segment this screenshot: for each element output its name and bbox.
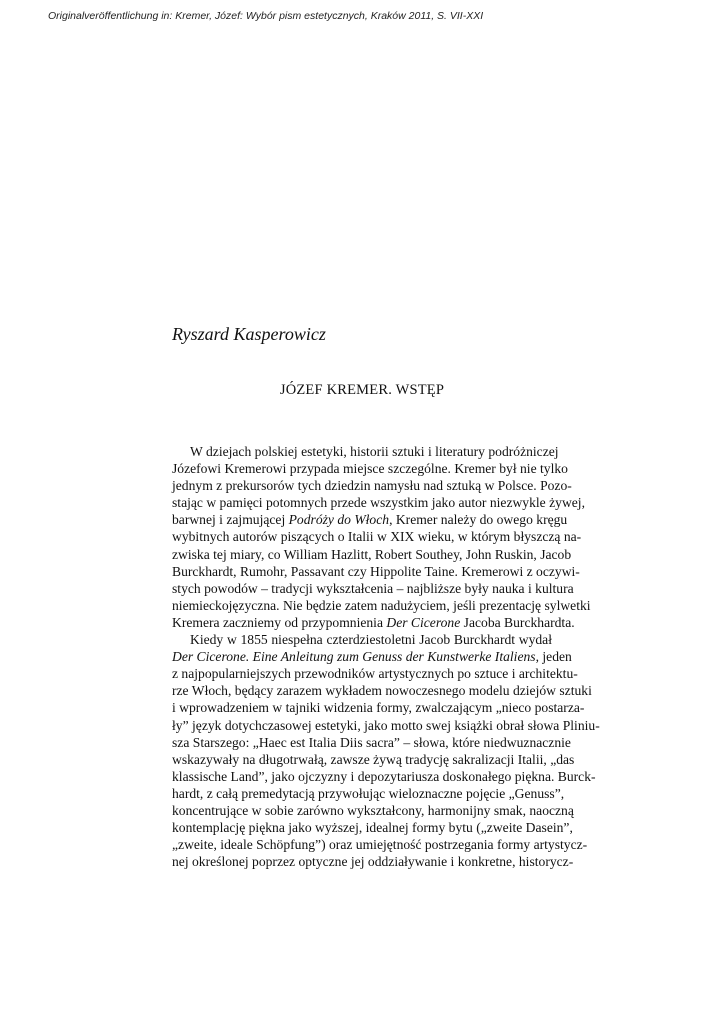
text-line: ły” język dotychczasowej estetyki, jako motto swej książki obrał słowa Pliniu- — [172, 717, 600, 733]
article-body — [172, 443, 600, 870]
text-line: hardt, z całą premedytacją przywołując wieloznaczne pojęcie „Genuss”, — [172, 785, 565, 801]
text-segment: , Kremer należy do owego kręgu — [389, 512, 568, 528]
text-line: wybitnych autorów piszących o Italii w XIX wieku, w którym błyszczą na- — [172, 529, 582, 545]
article-title: JÓZEF KREMER. WSTĘP — [279, 382, 445, 398]
text-line: i wprowadzeniem w tajniki widzenia formy, zwalczającym „nieco postarza- — [172, 700, 585, 716]
publication-note: Originalveröffentlichung in: Kremer, Józef: Wybór pism estetycznych, Kraków 2011, S. VII-XXI — [48, 10, 484, 22]
text-line: Józefowi Kremerowi przypada miejsce szczególne. Kremer był nie tylko — [172, 461, 568, 477]
text-line: stych powodów – tradycji wykształcenia – najbliższe były nauka i kultura — [172, 580, 574, 596]
text-line — [172, 511, 568, 528]
text-line: z najpopularniejszych przewodników artystycznych po sztuce i architektu- — [172, 666, 578, 682]
text-line: W dziejach polskiej estetyki, historii sztuki i literatury podróżniczej — [190, 444, 559, 459]
text-line: koncentrujące w sobie zarówno wykształcony, harmonijny smak, naoczną — [172, 802, 574, 818]
text-line — [172, 648, 572, 665]
text-segment: Jacoba Burckhardta. — [460, 614, 575, 630]
text-line: wskazywały na długotrwałą, zawsze żywą tradycję sakralizacji Italii, „das — [172, 751, 575, 767]
text-line: klassische Land”, jako ojczyzny i depozytariusza doskonałego piękna. Burck- — [172, 768, 596, 784]
text-segment: Kremera zaczniemy od przypomnienia — [172, 614, 387, 630]
text-line: Burckhardt, Rumohr, Passavant czy Hippolite Taine. Kremerowi z oczywi- — [172, 563, 580, 579]
text-line: sza Starszego: „Haec est Italia Diis sacra” – słowa, które niedwuznacznie — [172, 734, 571, 750]
text-line: niemieckojęzyczna. Nie będzie zatem nadużyciem, jeśli prezentację sylwetki — [172, 597, 591, 613]
italic-title: Podróży do Włoch — [288, 512, 390, 528]
text-line: rze Włoch, będący zarazem wykładem nowoczesnego modelu dziejów sztuki — [172, 683, 592, 699]
text-line — [172, 614, 575, 631]
text-line: zwiska tej miary, co William Hazlitt, Robert Southey, John Ruskin, Jacob — [172, 546, 572, 562]
text-line: stając w pamięci potomnych przede wszystkim jako autor niezwykle żywej, — [172, 495, 585, 511]
text-line: jednym z prekursorów tych dziedzin namysłu nad sztuką w Polsce. Pozo- — [172, 478, 572, 494]
text-segment: barwnej i zajmującej — [172, 512, 289, 528]
text-line: kontemplację piękna jako wyższej, idealnej formy bytu („zweite Dasein”, — [172, 820, 573, 836]
text-line: nej określonej poprzez optyczne jej oddziaływanie i konkretne, historycz- — [172, 854, 574, 870]
text-line: Kiedy w 1855 niespełna czterdziestoletni Jacob Burckhardt wydał — [190, 632, 552, 648]
author-name: Ryszard Kasperowicz — [172, 324, 326, 344]
text-segment: , jeden — [535, 649, 572, 665]
italic-title: Der Cicerone — [386, 614, 461, 630]
italic-title: Der Cicerone. Eine Anleitung zum Genuss der Kunstwerke Italiens — [172, 649, 536, 665]
text-line: „zweite, ideale Schöpfung”) oraz umiejętność postrzegania formy artystycz- — [172, 837, 588, 853]
